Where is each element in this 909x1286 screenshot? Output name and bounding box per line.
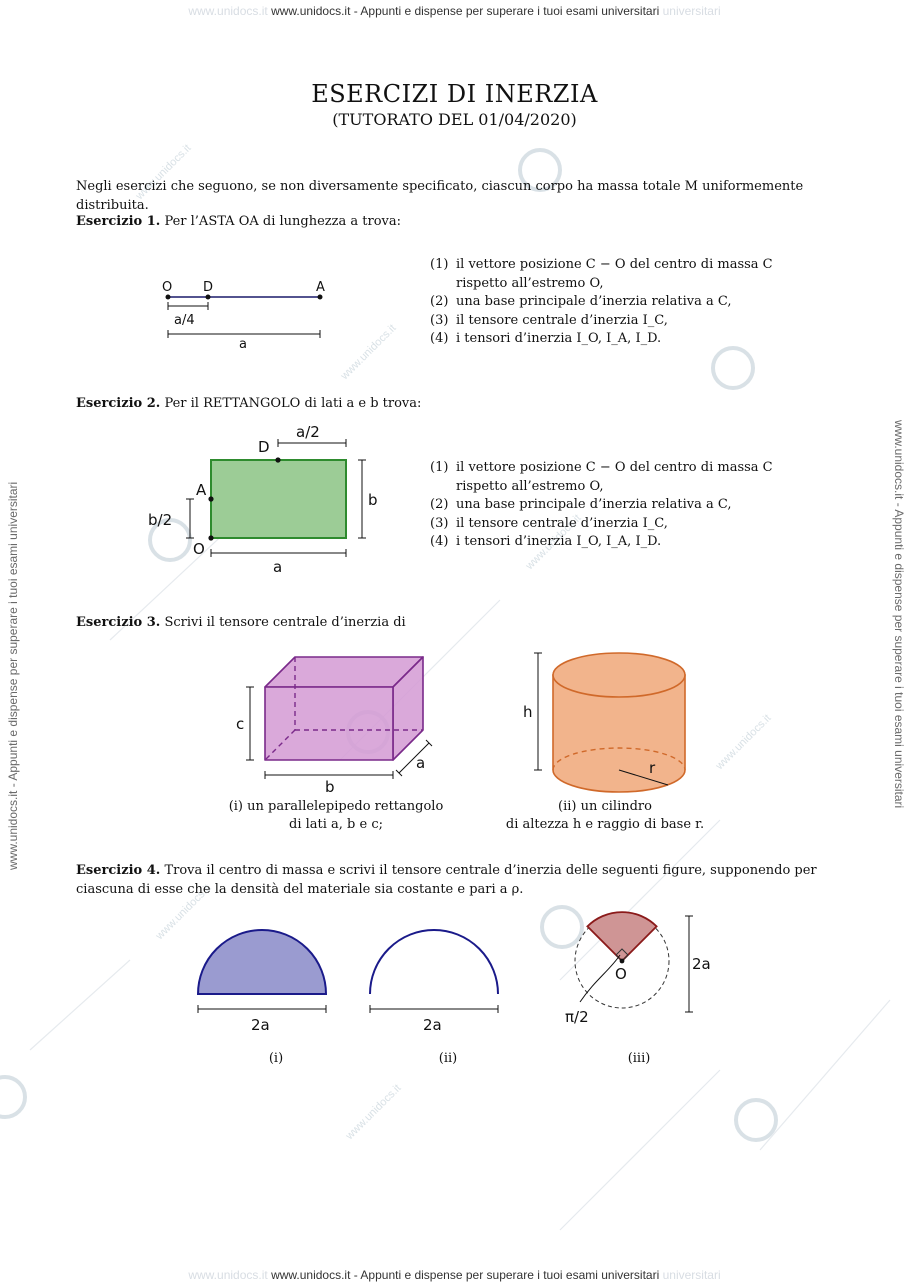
exercise-1-item: (2) una base principale d’inerzia relativa a C, [430,294,732,309]
page-title: ESERCIZI DI INERZIA [311,80,598,108]
box-a-label: a [416,754,426,772]
intro-paragraph: Negli esercizi che seguono, se non diversamente specificato, ciascun corpo ha massa totale M uniformemente distribuita. [76,179,804,213]
exercise-2-item: (3) il tensore centrale d’inerzia I_C, [430,515,668,531]
svg-text:www.unidocs.it: www.unidocs.it [338,322,399,383]
exercise-1-label: Esercizio 1. [76,214,161,229]
circular-sector-figure [550,900,730,1035]
rect-half-a-label: a/2 [296,423,320,441]
right-side-watermark: www.unidocs.it - Appunti e dispense per superare i tuoi esami universitari [892,420,906,809]
exercise-2-text: Per il RETTANGOLO di lati a e b trova: [164,396,422,411]
exercise-3-label: Esercizio 3. [76,615,161,630]
cylinder-figure [515,645,705,795]
parallelepiped-shape [265,657,423,760]
rod-label-d: D [203,280,214,295]
half-disk-shape [198,930,326,994]
exercise-2-item: (1) il vettore posizione C − O del centro di massa C rispetto all’estremo O, [430,460,773,494]
half-arc-diameter-label: 2a [423,1016,442,1034]
exercise-4-paragraph [76,862,866,899]
bottom-watermark-ghost-right: universitari [662,1268,721,1282]
half-circle-arc-shape [370,930,498,994]
rect-a-label: a [273,558,283,576]
cylinder-caption-line-2: di altezza h e raggio di base r. [505,817,705,832]
top-watermark-ghost-right: universitari [662,4,721,18]
page-subtitle: (TUTORATO DEL 01/04/2020) [332,110,577,129]
cylinder-shape [553,653,685,792]
top-watermark [0,4,909,18]
exercise-2-list [430,459,800,552]
exercise-1-list [430,256,800,349]
left-side-watermark: www.unidocs.it - Appunti e dispense per superare i tuoi esami universitari [6,481,20,870]
exercise-1-item: (3) il tensore centrale d’inerzia I_C, [430,312,668,328]
exercise-1-item: (4) i tensori d’inerzia I_O, I_A, I_D. [430,331,662,346]
exercise-4-text: Trova il centro di massa e scrivi il tensore centrale d’inerzia delle seguenti figure, supponendo per ciascuna di esse che la densità del materiale sia costante e pari a ρ. [76,863,817,897]
exercise-4-label: Esercizio 4. [76,863,161,878]
bottom-watermark-ghost-left: www.unidocs.it [188,1268,268,1282]
figure-i-caption: (i) [268,1051,284,1066]
svg-text:www.unidocs.it: www.unidocs.it [153,882,214,943]
exercise-3-heading [76,614,406,633]
sector-center-label: O [615,965,627,983]
exercise-2-item: (4) i tensori d’inerzia I_O, I_A, I_D. [430,534,662,549]
exercise-1-text: Per l’ASTA OA di lunghezza a trova: [164,214,401,229]
rod-label-a: A [316,280,325,295]
half-disk-diameter-label: 2a [251,1016,270,1034]
bottom-watermark [0,1268,909,1282]
svg-text:www.unidocs.it: www.unidocs.it [133,142,194,203]
cylinder-caption [480,798,730,834]
exercise-2-item: (2) una base principale d’inerzia relativa a C, [430,497,732,512]
parallelepiped-figure [230,650,450,795]
half-circle-arc-figure [362,920,512,1040]
cylinder-caption-line-1: (ii) un cilindro [558,799,652,814]
svg-text:www.unidocs.it: www.unidocs.it [713,712,774,773]
svg-text:www.unidocs.it: www.unidocs.it [523,512,584,573]
box-c-label: c [236,715,245,733]
figure-iii-caption: (iii) [627,1051,651,1066]
rect-half-b-label: b/2 [148,511,173,529]
rod-figure [150,272,350,352]
top-watermark-ghost-left: www.unidocs.it [188,4,268,18]
parallelepiped-caption-line-1: (i) un parallelepipedo rettangolo [228,799,444,814]
box-b-label: b [325,778,335,796]
exercise-3-text: Scrivi il tensore centrale d’inerzia di [164,615,406,630]
top-watermark-text: www.unidocs.it - Appunti e dispense per superare i tuoi esami universitari [271,4,660,18]
rod-length-label: a [239,337,247,352]
exercise-2-heading [76,395,421,414]
bottom-watermark-text: www.unidocs.it - Appunti e dispense per superare i tuoi esami universitari [271,1268,660,1282]
rod-quarter-label: a/4 [174,313,195,328]
rect-label-d: D [258,438,270,456]
rect-label-a-point: A [196,481,207,499]
sector-size-label: 2a [692,955,711,973]
parallelepiped-caption-line-2: di lati a, b e c; [289,817,383,832]
exercise-2-label: Esercizio 2. [76,396,161,411]
exercise-1-item: (1) il vettore posizione C − O del centro di massa C rispetto all’estremo O, [430,257,773,291]
circular-sector-shape [587,912,656,961]
cylinder-r-label: r [649,759,656,777]
rect-b-label: b [368,491,378,509]
rectangle-shape [211,460,346,538]
parallelepiped-caption [200,798,472,834]
cylinder-h-label: h [523,703,533,721]
figure-ii-caption: (ii) [438,1051,458,1066]
rect-label-o: O [193,540,205,558]
half-disk-figure [190,920,340,1040]
rod-label-o: O [162,280,173,295]
svg-text:www.unidocs.it: www.unidocs.it [343,1082,404,1143]
sector-angle-label: π/2 [565,1008,589,1026]
rectangle-figure [140,415,400,585]
exercise-1-heading [76,213,401,232]
